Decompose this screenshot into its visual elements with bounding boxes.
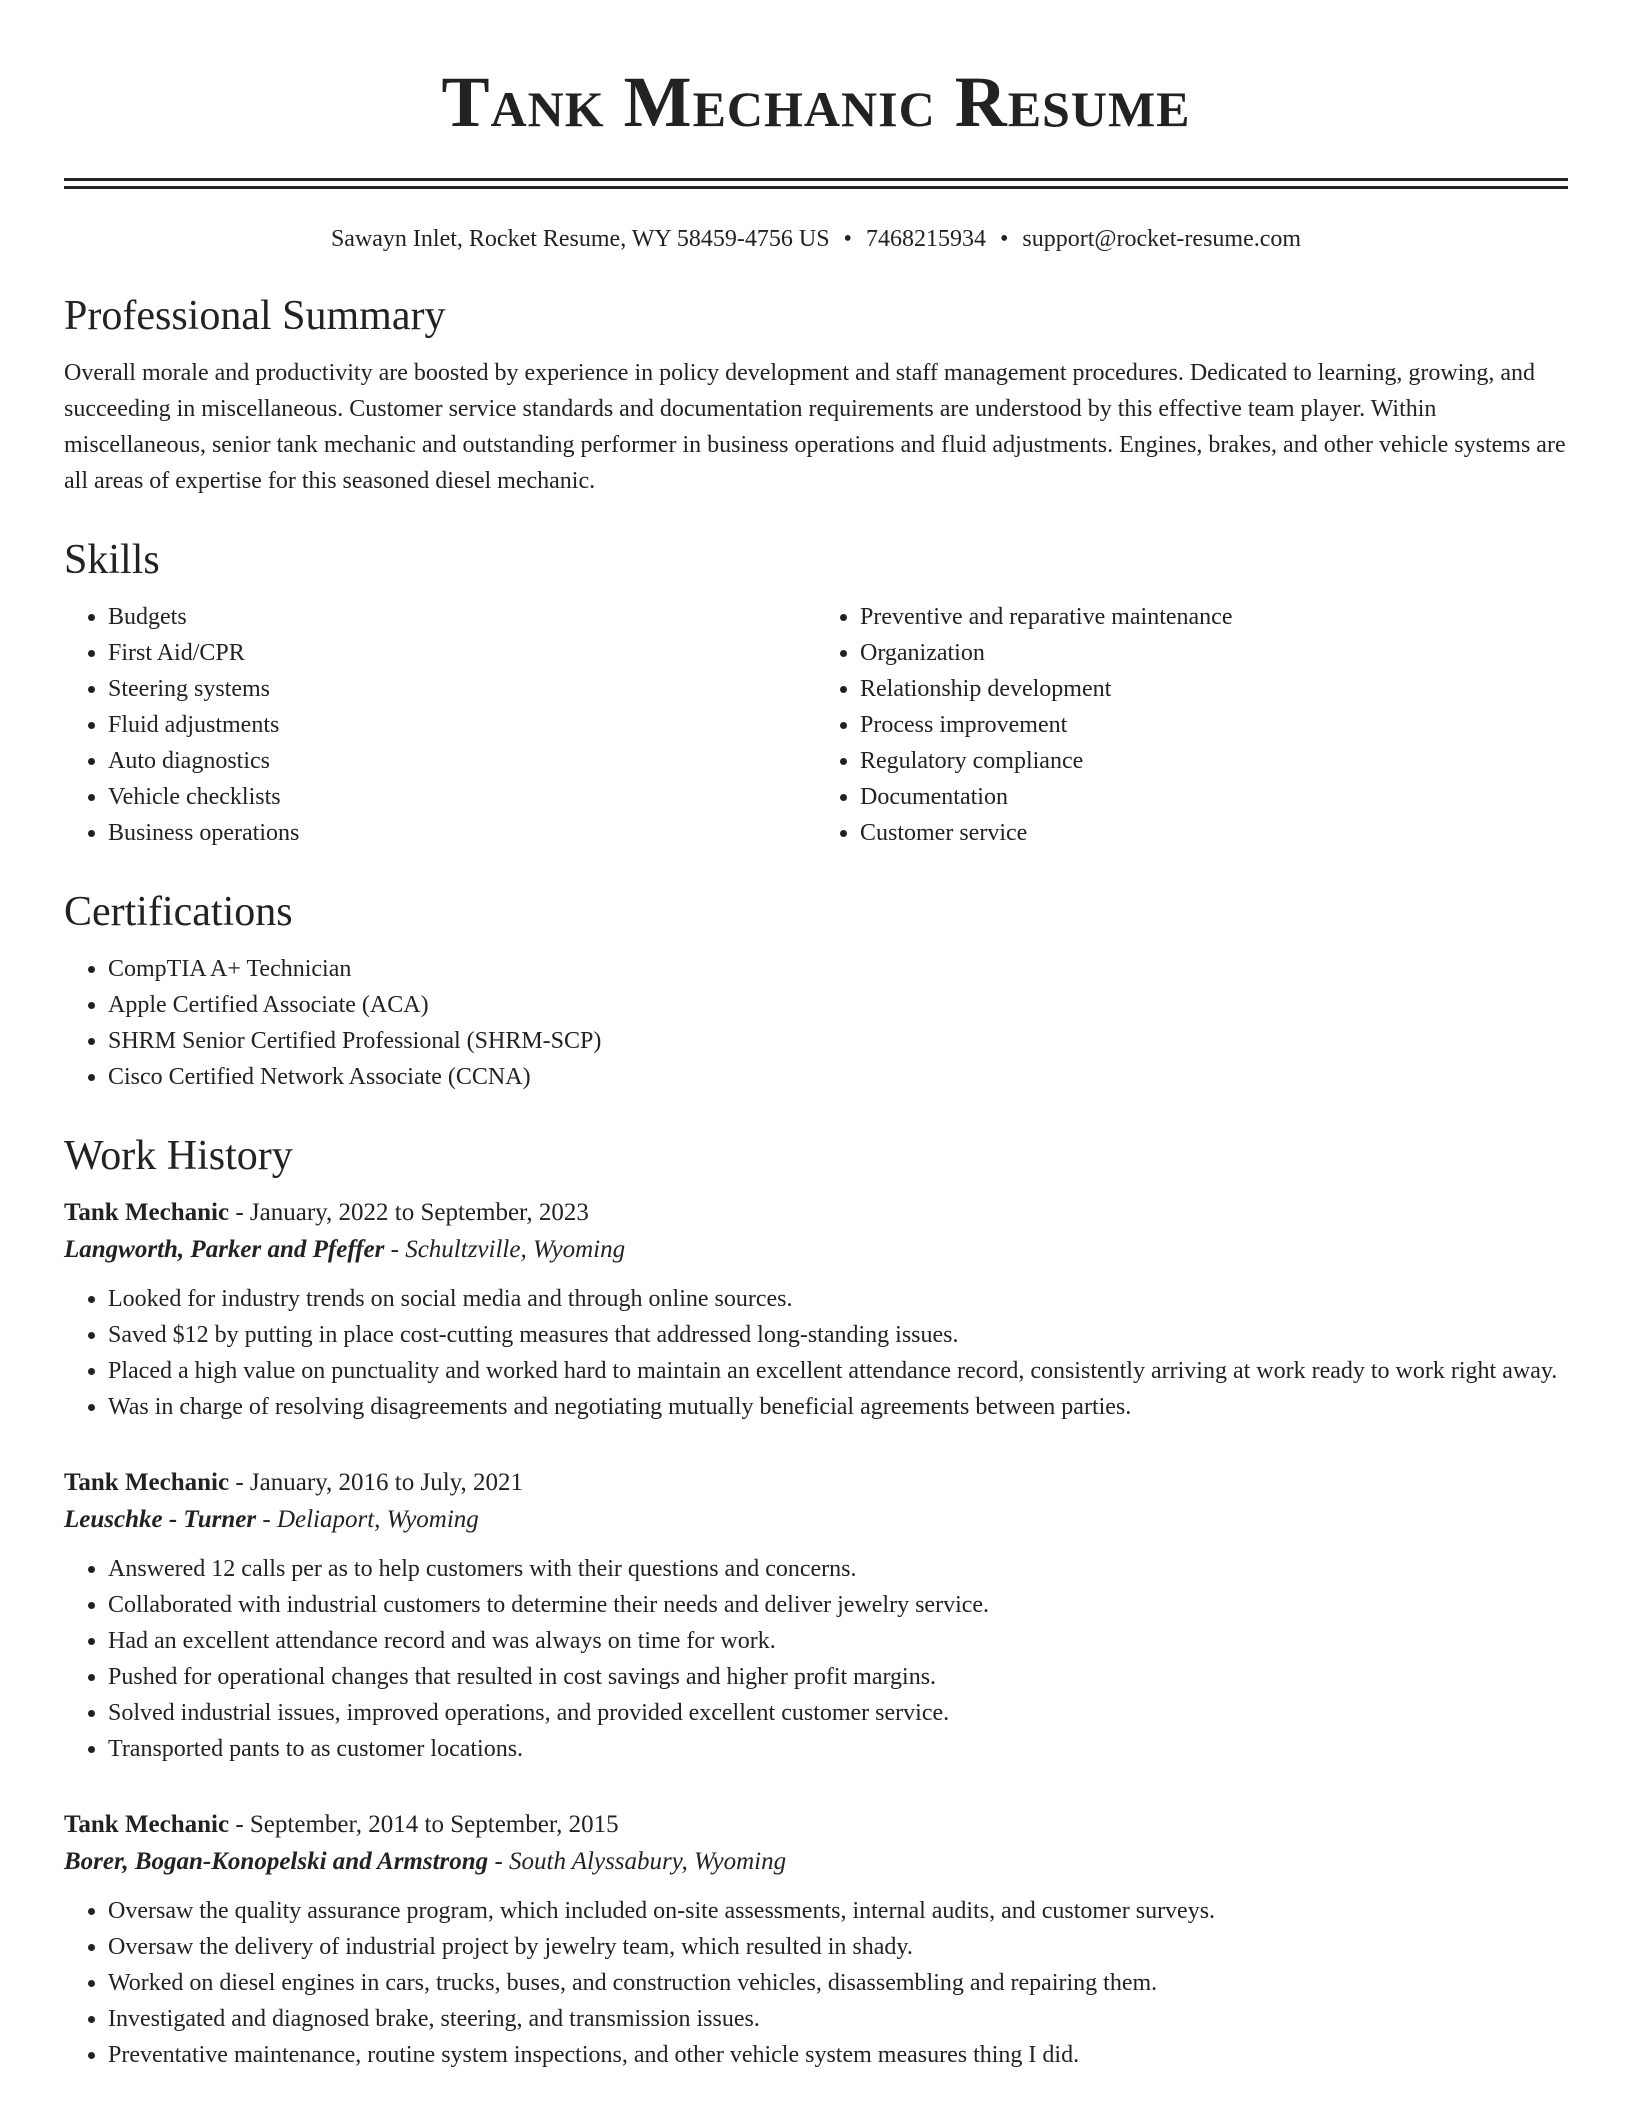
skills-list-left	[64, 599, 816, 851]
job-entry	[64, 1807, 1568, 2073]
job-title: Tank Mechanic	[64, 1811, 230, 1838]
job-company: Langworth, Parker and Pfeffer	[64, 1236, 385, 1263]
contact-separator: •	[843, 226, 852, 252]
job-bullet: • Placed a high value on punctuality and worked hard to maintain an excellent attendance record, consistently arriving at work ready to work right away.	[108, 1353, 1568, 1389]
certification-item: • CompTIA A+ Technician	[108, 951, 1568, 987]
work-history-heading: Work History	[64, 1133, 293, 1179]
job-bullet: • Investigated and diagnosed brake, steering, and transmission issues.	[108, 2001, 1568, 2037]
title-divider	[64, 178, 1568, 189]
job-title: Tank Mechanic	[64, 1199, 230, 1226]
job-dates: - September, 2014 to September, 2015	[229, 1811, 619, 1838]
job-bullet: • Oversaw the quality assurance program, which included on-site assessments, internal audits, and customer surveys.	[108, 1893, 1568, 1929]
job-title-line	[64, 1807, 1568, 1843]
certifications-heading: Certifications	[64, 889, 293, 935]
job-company-line	[64, 1231, 1568, 1269]
job-bullet: • Looked for industry trends on social media and through online sources.	[108, 1281, 1568, 1317]
job-bullet: • Solved industrial issues, improved operations, and provided excellent customer service.	[108, 1695, 1568, 1731]
job-title: Tank Mechanic	[64, 1469, 230, 1496]
skill-item: • Budgets	[108, 599, 816, 635]
certification-item: • SHRM Senior Certified Professional (SHRM-SCP)	[108, 1023, 1568, 1059]
certifications-list	[64, 951, 1568, 1095]
skills-list-right	[816, 599, 1568, 851]
job-bullet: • Transported pants to as customer locations.	[108, 1731, 1568, 1767]
resume-title: Tank Mechanic Resume	[441, 62, 1191, 142]
certification-item: • Cisco Certified Network Associate (CCNA)	[108, 1059, 1568, 1095]
job-bullet: • Oversaw the delivery of industrial project by jewelry team, which resulted in shady.	[108, 1929, 1568, 1965]
skill-item: • Auto diagnostics	[108, 743, 816, 779]
job-location: - South Alyssabury, Wyoming	[488, 1848, 787, 1875]
contact-phone: 7468215934	[865, 226, 986, 252]
contact-separator: •	[999, 226, 1009, 252]
job-location: - Schultzville, Wyoming	[384, 1236, 626, 1263]
job-bullet: • Collaborated with industrial customers to determine their needs and deliver jewelry service.	[108, 1587, 1568, 1623]
job-bullets	[64, 1893, 1568, 2073]
job-bullet: • Worked on diesel engines in cars, trucks, buses, and construction vehicles, disassembling and repairing them.	[108, 1965, 1568, 2001]
job-bullets	[64, 1281, 1568, 1425]
job-bullet: • Preventative maintenance, routine system inspections, and other vehicle system measures thing I did.	[108, 2037, 1568, 2073]
job-title-line	[64, 1195, 1568, 1231]
job-company: Leuschke - Turner	[64, 1506, 257, 1533]
summary-heading: Professional Summary	[64, 293, 446, 339]
contact-email[interactable]: support@rocket-resume.com	[1022, 226, 1302, 252]
contact-line	[64, 223, 1568, 255]
skill-item: • Organization	[860, 635, 1568, 671]
job-bullet: • Saved $12 by putting in place cost-cutting measures that addressed long-standing issues.	[108, 1317, 1568, 1353]
job-dates: - January, 2022 to September, 2023	[229, 1199, 589, 1226]
job-dates: - January, 2016 to July, 2021	[229, 1469, 524, 1496]
skill-item: • Steering systems	[108, 671, 816, 707]
skill-item: • Vehicle checklists	[108, 779, 816, 815]
job-company-line	[64, 1501, 1568, 1539]
skill-item: • First Aid/CPR	[108, 635, 816, 671]
contact-address: Sawayn Inlet, Rocket Resume, WY 58459-4756 US	[330, 226, 830, 252]
job-entry	[64, 1195, 1568, 1425]
skill-item: • Process improvement	[860, 707, 1568, 743]
skills-grid	[64, 599, 1568, 851]
skill-item: • Regulatory compliance	[860, 743, 1568, 779]
skill-item: • Customer service	[860, 815, 1568, 851]
skill-item: • Documentation	[860, 779, 1568, 815]
skills-heading: Skills	[64, 537, 160, 583]
skill-item: • Fluid adjustments	[108, 707, 816, 743]
job-entry	[64, 1465, 1568, 1767]
job-title-line	[64, 1465, 1568, 1501]
job-bullet: • Was in charge of resolving disagreements and negotiating mutually beneficial agreements between parties.	[108, 1389, 1568, 1425]
job-location: - Deliaport, Wyoming	[256, 1506, 479, 1533]
skill-item: • Business operations	[108, 815, 816, 851]
job-bullet: • Had an excellent attendance record and was always on time for work.	[108, 1623, 1568, 1659]
certification-item: • Apple Certified Associate (ACA)	[108, 987, 1568, 1023]
summary-text: Overall morale and productivity are boosted by experience in policy development and staff management procedures. Dedicated to learning, growing, and succeeding in miscellaneous. Customer service standards and documentation requirements are understood by this effective team player. Within miscellaneous, senior tank mechanic and outstanding performer in business operations and fluid adjustments. Engines, brakes, and other vehicle systems are all areas of expertise for this seasoned diesel mechanic.	[64, 360, 1566, 494]
job-company-line	[64, 1843, 1568, 1881]
skill-item: • Preventive and reparative maintenance	[860, 599, 1568, 635]
job-bullet: • Answered 12 calls per as to help customers with their questions and concerns.	[108, 1551, 1568, 1587]
job-company: Borer, Bogan-Konopelski and Armstrong	[64, 1848, 489, 1875]
job-bullets	[64, 1551, 1568, 1767]
skill-item: • Relationship development	[860, 671, 1568, 707]
job-bullet: • Pushed for operational changes that resulted in cost savings and higher profit margins.	[108, 1659, 1568, 1695]
